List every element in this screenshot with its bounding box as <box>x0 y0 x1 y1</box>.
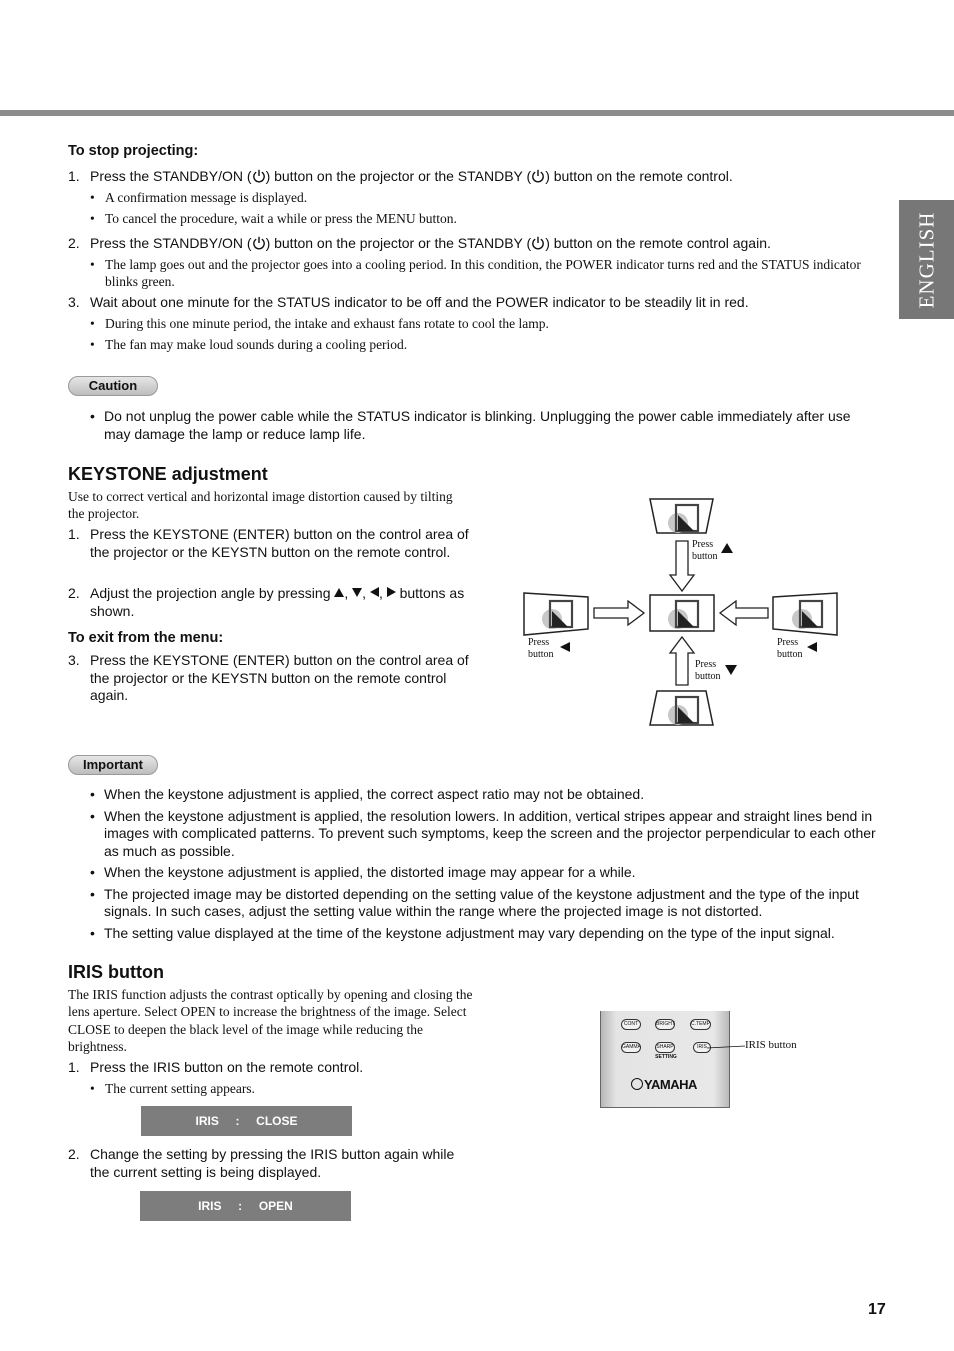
step-text: ) button on the remote control. <box>545 168 733 184</box>
stop-step-1-bullet-1: • A confirmation message is displayed. <box>90 190 308 205</box>
left-arrow-icon <box>370 587 379 597</box>
step-number: 2. <box>68 585 80 601</box>
separator: , <box>344 585 349 601</box>
caution-text: Do not unplug the power cable while the STATUS indicator is blinking. Unplugging the power cable immediately after use may damage the lamp or reduce lamp life. <box>104 408 851 442</box>
language-tab <box>899 200 954 319</box>
bullet-text: To cancel the procedure, wait a while or press the MENU button. <box>105 211 457 226</box>
important-item: • When the keystone adjustment is applied, the distorted image may appear for a while. <box>90 864 636 880</box>
iris-heading: IRIS button <box>68 962 164 982</box>
bullet-text: The fan may make loud sounds during a cooling period. <box>105 337 408 352</box>
keystone-heading: KEYSTONE adjustment <box>68 464 268 484</box>
important-text: When the keystone adjustment is applied, the correct aspect ratio may not be obtained. <box>104 786 645 802</box>
down-arrow-icon <box>725 665 737 675</box>
stop-step-3-bullet-2: • The fan may make loud sounds during a cooling period. <box>90 337 408 352</box>
stop-step-3 <box>68 294 888 312</box>
step-text: Press the IRIS button on the remote control. <box>90 1059 364 1075</box>
page-number: 17 <box>868 1301 886 1318</box>
right-arrow-icon <box>807 642 817 652</box>
step-text: Press the KEYSTONE (ENTER) button on the control area of the projector or the KEYSTN button on the remote control again. <box>90 652 469 703</box>
screen-top <box>650 499 713 533</box>
caution-item: • Do not unplug the power cable while the STATUS indicator is blinking. Unplugging the power cable immediately after use may damage the lamp or reduce lamp life. <box>90 408 851 442</box>
down-arrow-icon <box>352 588 362 597</box>
label-press-up <box>692 539 718 563</box>
important-text: When the keystone adjustment is applied, the resolution lowers. In addition, vertical stripes appear and straight lines bend in images with complicated patterns. To prevent such symptoms, keep the screen and the projector perpendicular to each other as much as possible. <box>104 807 876 859</box>
iris-callout-label: IRIS button <box>745 1039 797 1051</box>
step-number: 1. <box>68 1059 80 1075</box>
power-icon <box>531 169 545 183</box>
iris-step-1 <box>68 1059 470 1077</box>
step-text: ) button on the projector or the STANDBY ( <box>265 168 532 184</box>
step-number: 3. <box>68 652 80 668</box>
osd-iris-open: IRIS : OPEN <box>140 1191 351 1221</box>
brand-text: YAMAHA <box>644 1077 697 1092</box>
remote-control <box>600 1011 730 1108</box>
step-text: ) button on the remote control again. <box>545 235 771 251</box>
step-text: Change the setting by pressing the IRIS button again while the current setting is being displayed. <box>90 1146 455 1180</box>
up-arrow-icon <box>334 588 344 597</box>
yamaha-logo <box>631 1077 701 1092</box>
important-item: • When the keystone adjustment is applied, the correct aspect ratio may not be obtained. <box>90 786 645 802</box>
label-line: Press <box>692 539 714 550</box>
sharp-button[interactable]: SHARP <box>655 1042 675 1053</box>
arrow-left <box>720 601 768 625</box>
stop-step-3-bullet-1: • During this one minute period, the intake and exhaust fans rotate to cool the lamp. <box>90 316 549 331</box>
yamaha-emblem-icon <box>631 1078 643 1090</box>
iris-callout-line <box>705 1040 747 1052</box>
setting-label: SETTING <box>655 1054 677 1060</box>
step-text: ) button on the projector or the STANDBY ( <box>265 235 532 251</box>
right-arrow-icon <box>387 587 396 597</box>
bullet-text: The current setting appears. <box>105 1081 255 1096</box>
stop-step-1-bullet-2: • To cancel the procedure, wait a while or press the MENU button. <box>90 211 457 226</box>
keystone-step-3 <box>68 652 470 705</box>
label-press-right <box>777 637 803 661</box>
ctemp-button[interactable]: C.TEMP <box>690 1019 711 1030</box>
stop-step-2 <box>68 235 888 253</box>
label-line: button <box>695 671 721 682</box>
step-text: buttons as shown. <box>90 585 465 619</box>
important-text: The projected image may be distorted depending on the setting value of the keystone adjustment and the type of the input signals. In such cases, adjust the setting value within the range where the projected image is not distorted. <box>104 885 859 919</box>
screen-center <box>650 595 714 631</box>
left-arrow-icon <box>560 642 570 652</box>
gamma-button[interactable]: GAMMA <box>621 1042 641 1053</box>
important-item: • The setting value displayed at the time of the keystone adjustment may vary depending on the type of the input signal. <box>90 924 835 941</box>
bullet-text: During this one minute period, the intake and exhaust fans rotate to cool the lamp. <box>105 316 549 331</box>
label-press-down <box>695 659 721 683</box>
power-icon <box>252 169 266 183</box>
keystone-step-1 <box>68 526 470 561</box>
up-arrow-icon <box>721 543 733 553</box>
step-text: Adjust the projection angle by pressing <box>90 585 331 601</box>
important-text: When the keystone adjustment is applied, the distorted image may appear for a while. <box>104 864 636 880</box>
important-text: The setting value displayed at the time of the keystone adjustment may vary depending on the type of the input signal. <box>104 924 835 941</box>
iris-step-2 <box>68 1146 470 1181</box>
label-line: Press <box>528 637 550 648</box>
label-line: button <box>528 649 554 660</box>
label-line: Press <box>777 637 799 648</box>
step-number: 3. <box>68 294 80 310</box>
step-number: 1. <box>68 526 80 542</box>
stop-step-2-bullet-1: • The lamp goes out and the projector goes into a cooling period. In this condition, the POWER indicator turns red and the STATUS indicator blinks green. <box>90 257 861 289</box>
step-text: Press the STANDBY/ON ( <box>90 235 252 251</box>
step-number: 2. <box>68 1146 80 1162</box>
top-rule <box>0 110 954 116</box>
bright-button[interactable]: BRIGHT <box>655 1019 675 1030</box>
exit-heading: To exit from the menu: <box>68 630 224 646</box>
label-line: button <box>777 649 803 660</box>
arrow-right <box>594 601 644 625</box>
caution-badge: Caution <box>68 376 158 396</box>
cont-button[interactable]: CONT <box>621 1019 641 1030</box>
separator: , <box>362 585 367 601</box>
step-text: Press the STANDBY/ON ( <box>90 168 252 184</box>
stop-step-1 <box>68 168 888 186</box>
screen-bottom <box>650 691 713 725</box>
iris-step-1-bullet: • The current setting appears. <box>90 1081 255 1096</box>
osd-iris-close: IRIS : CLOSE <box>141 1106 352 1136</box>
label-press-left <box>528 637 554 661</box>
label-line: Press <box>695 659 717 670</box>
iris-intro: The IRIS function adjusts the contrast optically by opening and closing the lens aperture. Select OPEN to increase the brightness of the image. Select CLOSE to deepen the black level of the image while reducing the brightness. <box>68 987 473 1054</box>
bullet-text: A confirmation message is displayed. <box>105 190 308 205</box>
step-number: 1. <box>68 168 80 184</box>
important-item: • When the keystone adjustment is applied, the resolution lowers. In addition, vertical stripes appear and straight lines bend in images with complicated patterns. To prevent such symptoms, keep the screen and the projector perpendicular to each other as much as possible. <box>90 807 876 859</box>
important-item: • The projected image may be distorted depending on the setting value of the keystone adjustment and the type of the input signals. In such cases, adjust the setting value within the range where the projected image is not distorted. <box>90 885 859 919</box>
keystone-diagram <box>520 495 840 730</box>
step-number: 2. <box>68 235 80 251</box>
bullet-text: The lamp goes out and the projector goes into a cooling period. In this condition, the POWER indicator turns red and the STATUS indicator blinks green. <box>105 257 861 289</box>
label-line: button <box>692 551 718 562</box>
separator: , <box>378 585 383 601</box>
arrow-up <box>670 637 694 685</box>
step-text: Press the KEYSTONE (ENTER) button on the control area of the projector or the KEYSTN button on the remote control. <box>90 526 469 560</box>
stop-heading: To stop projecting: <box>68 143 199 159</box>
important-list <box>90 786 885 946</box>
arrow-down <box>670 541 694 591</box>
important-badge: Important <box>68 755 158 775</box>
screen-left <box>524 593 588 635</box>
keystone-step-2 <box>68 585 470 620</box>
iris-remote-button[interactable]: IRIS <box>693 1042 711 1053</box>
power-icon <box>252 236 266 250</box>
step-text: Wait about one minute for the STATUS indicator to be off and the POWER indicator to be steadily lit in red. <box>90 294 749 310</box>
keystone-intro: Use to correct vertical and horizontal image distortion caused by tilting the projector. <box>68 489 453 521</box>
screen-right <box>773 593 837 635</box>
language-tab-label: ENGLISH <box>914 211 938 308</box>
power-icon <box>531 236 545 250</box>
